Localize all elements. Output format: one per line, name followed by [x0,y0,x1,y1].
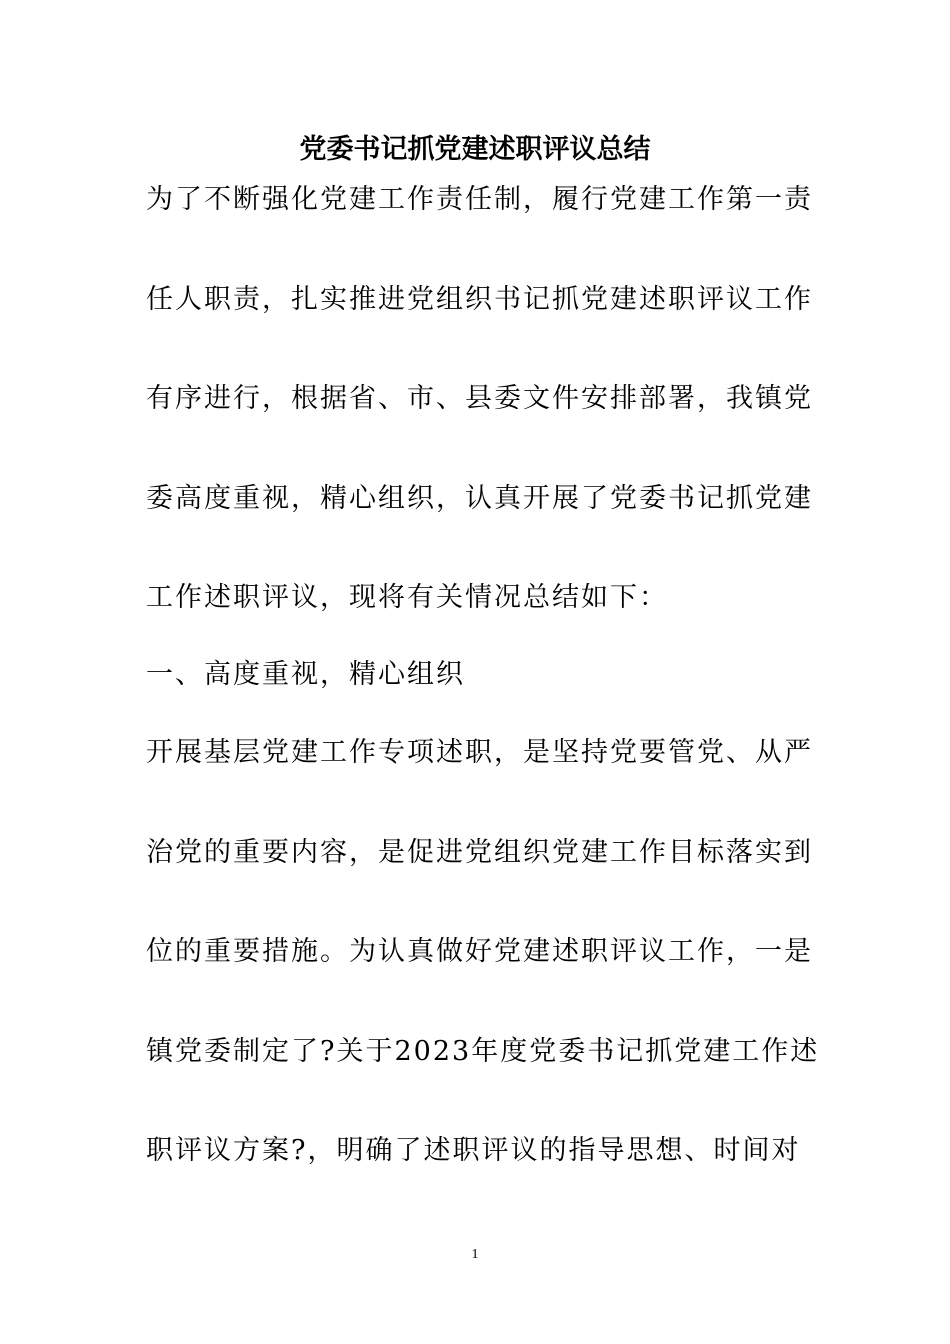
body-line-9: 镇党委制定了?关于2023年度党委书记抓党建工作述 [146,1036,820,1067]
body-line-10: 职评议方案?，明确了述职评议的指导思想、时间对 [146,1135,801,1166]
body-line-7: 治党的重要内容，是促进党组织党建工作目标落实到 [146,837,813,868]
body-line-3: 有序进行，根据省、市、县委文件安排部署，我镇党 [146,383,813,414]
document-title: 党委书记抓党建述职评议总结 [299,134,651,165]
body-line-8: 位的重要措施。为认真做好党建述职评议工作，一是 [146,936,813,967]
section-heading-1: 一、高度重视，精心组织 [146,659,465,690]
body-line-5: 工作述职评议，现将有关情况总结如下： [146,582,668,613]
body-line-4: 委高度重视，精心组织，认真开展了党委书记抓党建 [146,483,813,514]
page-number: 1 [471,1247,479,1262]
body-line-1: 为了不断强化党建工作责任制，履行党建工作第一责 [146,184,813,215]
body-line-6: 开展基层党建工作专项述职，是坚持党要管党、从严 [146,737,813,768]
body-line-2: 任人职责，扎实推进党组织书记抓党建述职评议工作 [146,284,813,315]
